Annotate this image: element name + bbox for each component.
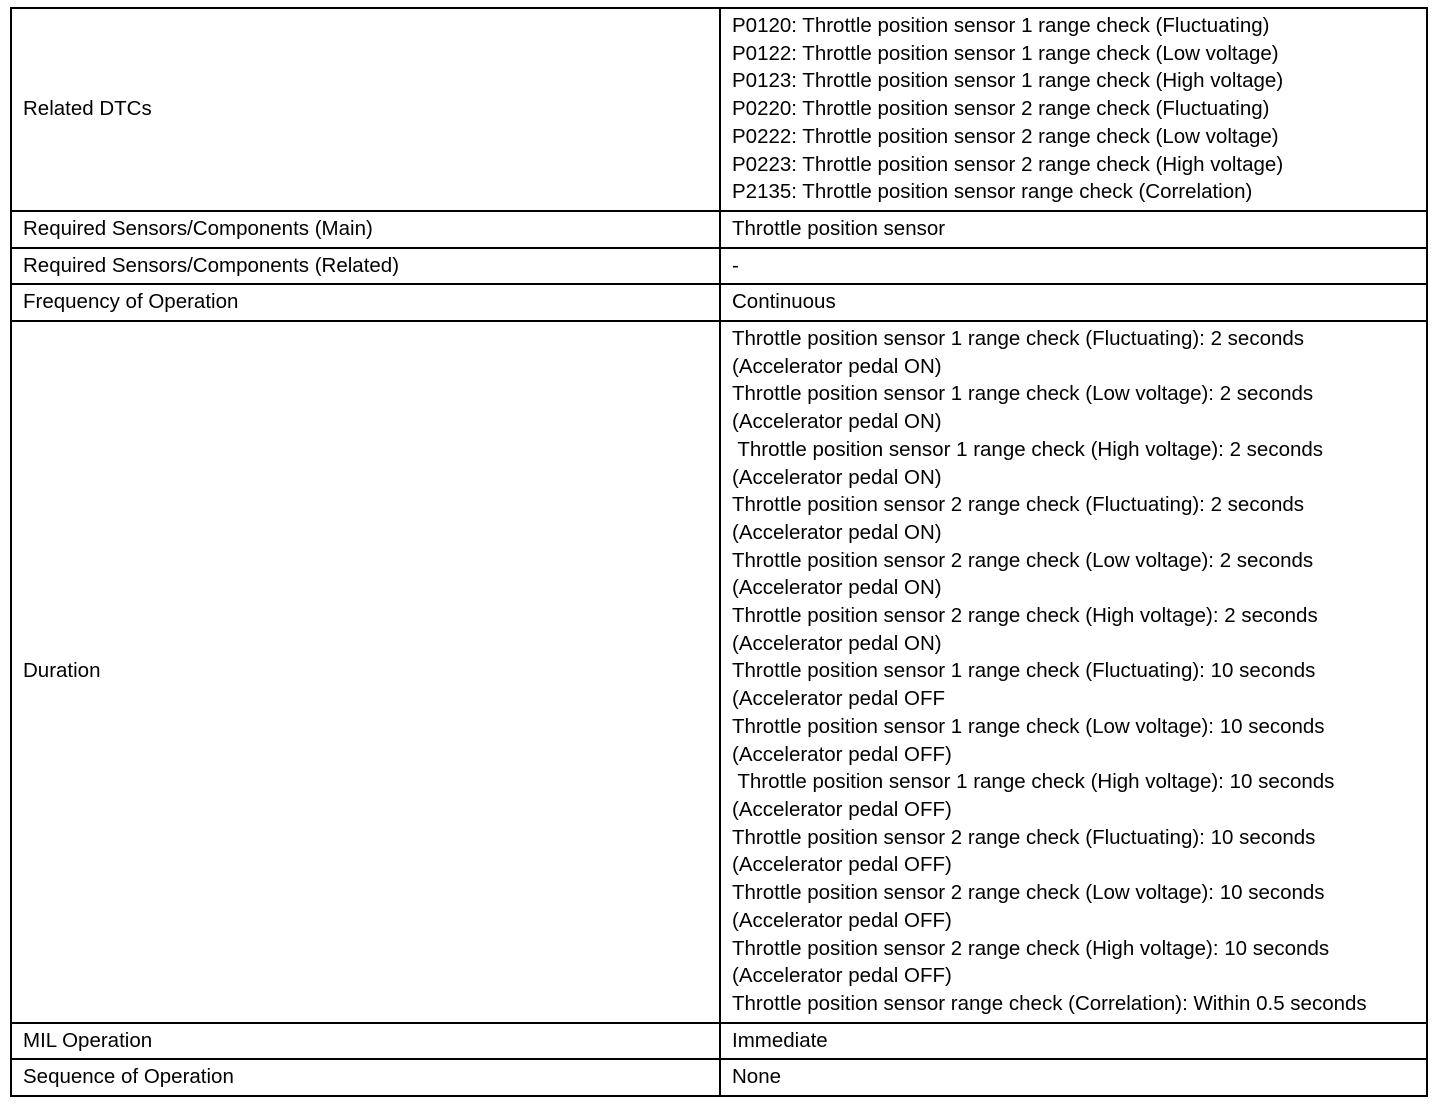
spec-value-line: Throttle position sensor 2 range check (Low voltage): 2 seconds: [732, 548, 1314, 572]
spec-value-line: P2135: Throttle position sensor range check (Correlation): [732, 180, 1253, 204]
spec-row-5: [11, 321, 1427, 1023]
spec-value-line: (Accelerator pedal ON): [732, 520, 942, 544]
spec-value-line: Throttle position sensor 1 range check (High voltage): 2 seconds: [732, 437, 1324, 461]
spec-value-line: (Accelerator pedal ON): [732, 410, 942, 434]
spec-value-line: (Accelerator pedal ON): [732, 576, 942, 600]
spec-value-line: Throttle position sensor 2 range check (Fluctuating): 10 seconds: [732, 825, 1316, 849]
spec-value-line: (Accelerator pedal OFF): [732, 908, 952, 932]
spec-label: Duration: [23, 659, 101, 683]
spec-row-7: [11, 1059, 1427, 1096]
spec-row-1: [11, 8, 1427, 211]
spec-value-cell: [720, 248, 1427, 285]
spec-value-line: (Accelerator pedal OFF): [732, 964, 952, 988]
spec-value-line: Throttle position sensor 1 range check (Fluctuating): 10 seconds: [732, 659, 1316, 683]
spec-value-line: P0120: Throttle position sensor 1 range check (Fluctuating): [732, 14, 1270, 37]
spec-value-line: Throttle position sensor 1 range check (Low voltage): 10 seconds: [732, 714, 1325, 738]
spec-value-line: Throttle position sensor: [732, 216, 946, 240]
spec-label-cell: [11, 1023, 720, 1060]
spec-value-line: Throttle position sensor 1 range check (High voltage): 10 seconds: [732, 770, 1335, 794]
spec-value-line: (Accelerator pedal ON): [732, 465, 942, 489]
spec-value-cell: [720, 284, 1427, 321]
spec-label-cell: [11, 1059, 720, 1096]
spec-label: Sequence of Operation: [23, 1065, 234, 1089]
spec-value-cell: [720, 8, 1427, 211]
spec-value-line: (Accelerator pedal OFF): [732, 853, 952, 877]
spec-label: Frequency of Operation: [23, 290, 239, 314]
spec-value-line: P0223: Throttle position sensor 2 range check (High voltage): [732, 152, 1284, 176]
spec-value-line: Throttle position sensor 1 range check (Fluctuating): 2 seconds: [732, 327, 1305, 351]
spec-value-line: -: [732, 253, 739, 277]
spec-row-2: [11, 211, 1427, 248]
spec-value-line: Throttle position sensor 2 range check (High voltage): 10 seconds: [732, 936, 1330, 960]
spec-label-cell: [11, 284, 720, 321]
spec-value-cell: [720, 211, 1427, 248]
spec-label-cell: [11, 321, 720, 1023]
spec-value-line: Throttle position sensor 1 range check (Low voltage): 2 seconds: [732, 382, 1314, 406]
spec-value-line: Continuous: [732, 290, 836, 314]
spec-value-line: Throttle position sensor 2 range check (Fluctuating): 2 seconds: [732, 493, 1305, 517]
spec-value-line: (Accelerator pedal OFF): [732, 742, 952, 766]
spec-value-line: None: [732, 1065, 782, 1089]
spec-value-line: (Accelerator pedal OFF): [732, 797, 952, 821]
spec-label-cell: [11, 248, 720, 285]
spec-value-cell: [720, 1023, 1427, 1060]
spec-label: Required Sensors/Components (Main): [23, 216, 373, 240]
spec-label: Required Sensors/Components (Related): [23, 253, 400, 277]
spec-value-line: Throttle position sensor range check (Correlation): Within 0.5 seconds: [732, 991, 1367, 1015]
spec-value-line: (Accelerator pedal ON): [732, 631, 942, 655]
spec-value-cell: [720, 321, 1427, 1023]
spec-row-3: [11, 248, 1427, 285]
spec-value-cell: [720, 1059, 1427, 1096]
spec-value-line: P0220: Throttle position sensor 2 range check (Fluctuating): [732, 97, 1270, 121]
spec-label: MIL Operation: [23, 1028, 153, 1052]
spec-value-line: Throttle position sensor 2 range check (High voltage): 2 seconds: [732, 604, 1318, 628]
spec-value-line: Immediate: [732, 1028, 828, 1052]
spec-value-line: P0122: Throttle position sensor 1 range check (Low voltage): [732, 41, 1279, 65]
monitor-spec-table: [10, 7, 1428, 1097]
spec-value-line: P0123: Throttle position sensor 1 range check (High voltage): [732, 69, 1284, 93]
spec-label-cell: [11, 211, 720, 248]
spec-label: Related DTCs: [23, 97, 152, 121]
spec-table-body: [11, 8, 1427, 1096]
spec-value-line: (Accelerator pedal ON): [732, 354, 942, 378]
spec-row-4: [11, 284, 1427, 321]
spec-value-line: Throttle position sensor 2 range check (Low voltage): 10 seconds: [732, 881, 1325, 905]
spec-row-6: [11, 1023, 1427, 1060]
spec-label-cell: [11, 8, 720, 211]
spec-value-line: P0222: Throttle position sensor 2 range check (Low voltage): [732, 124, 1279, 148]
spec-value-line: (Accelerator pedal OFF: [732, 687, 946, 711]
